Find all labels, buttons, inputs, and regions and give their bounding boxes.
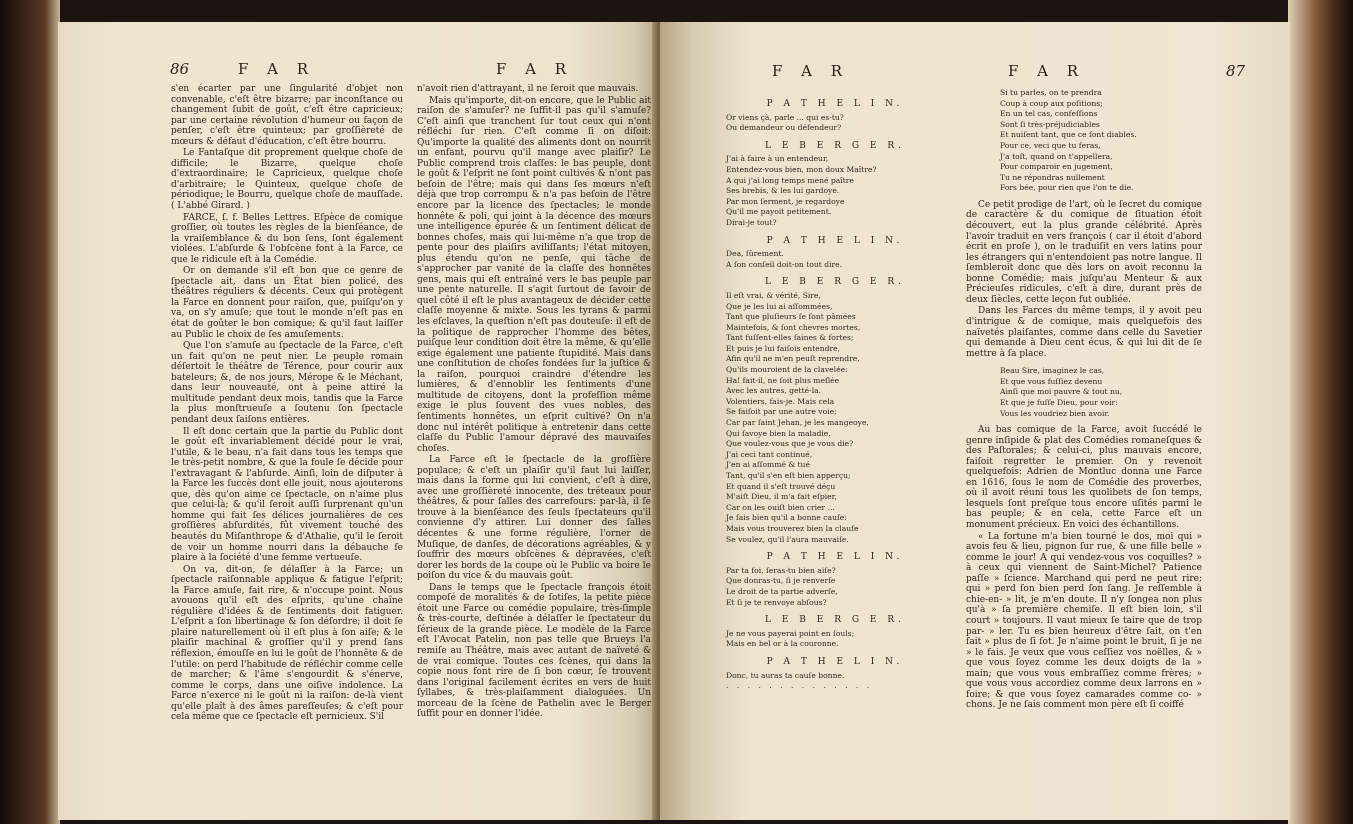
verse-line: Mais en bel or à la couronne. — [726, 639, 839, 649]
paragraph: Ce petit prodige de l'art, où le ſecret du comique de caractère & du comique de ſituation étoit découvert, eut la plus grande célébrité. Après l'avoir traduit en vers françois ( car il étoit d'abord écrit en proſe ), on le traduiſit en vers latins pour les étrangers qui n'entendoient pas notre langue. Il ſembleroit donc que dès lors on avoit reconnu la bonne Comédie; mais juſqu'au Menteur & aux Précieuſes ridicules, c'eſt à dire, durant près de deux ſiècles, cette leçon fut oubliée. — [966, 199, 1202, 305]
verse-line: Par mon ſerment, je regardoye — [726, 196, 845, 206]
prose-block-2 — [966, 425, 1202, 711]
verse-line: Je ne vous payerai point en ſouls; — [726, 628, 855, 638]
running-head-left-col2: F A R — [496, 60, 574, 78]
verse-line: Dea, ſûrement. — [726, 249, 784, 259]
verse-line: Le droit de ta partie adverſe, — [726, 586, 838, 596]
verse-line: Car par ſaint Jehan, je les mangeoye, — [726, 418, 869, 428]
verse-line: J'en ai aſſommé & tué — [726, 460, 810, 470]
verse-line: Or viens çà, parle ... qui es-tu? — [726, 112, 844, 122]
running-head-right-col1: F A R — [772, 62, 850, 80]
verse-line: Et ſi je te renvoye abſous? — [726, 597, 827, 607]
verse-line: Avec les autres, getté-la. — [726, 386, 822, 396]
verse-line: Dirai-je tout? — [726, 217, 777, 227]
paragraph: Il eſt donc certain que la partie du Public dont le goût eſt invariablement décidé pour le vrai, l'utile, & le beau, n'a fait dans tous les temps que le très-petit nombre, & que la foule ſe décide pour l'extravagant & l'abſurde. Ainſi, loin de diſputer à la Farce les ſuccès dont elle jouit, nous ajouterons que, dès qu'on aime ce ſpectacle, on n'aime plus que celui-là; & qu'il ſeroit auſſi ſurprenant qu'un homme qui fait ſes délices journalières de ces groſſières abſurdités, fût vivement touché des beautés du Miſanthrope & d'Athalie, qu'il le ſeroit de voir un homme nourri dans la débauche ſe plaire à la ſociété d'une femme vertueuſe. — [171, 426, 403, 564]
speaker-name: L E B E R G E R. — [765, 140, 905, 151]
verse-line: Fors bée, pour rien que l'on te die. — [1000, 183, 1134, 193]
verse-line: M'aiſt Dieu, il m'a fait eſpier, — [726, 492, 837, 502]
verse-line: Et puis je lui faiſois entendre, — [726, 343, 841, 353]
verse-line: Donc, tu auras ta cauſe bonne. — [726, 670, 845, 680]
verse-line: Maintefois, & ſont chevres mortes, — [726, 322, 861, 332]
book-edge-left — [0, 0, 60, 824]
paragraph: Que l'on s'amuſe au ſpectacle de la Farce, c'eſt un fait qu'on ne peut nier. Le peuple romain déſertoit le théâtre de Térence, pour courir aux bateleurs; &, de nos jours, Mérope & le Méchant, dans leur nouveauté, ont à peine attiré la multitude pendant deux mois, tandis que la Farce la plus monſtrueuſe a ſoutenu ſon ſpectacle pendant deux ſaiſons entières. — [171, 341, 403, 425]
verse-line: Afin qu'il ne m'en peuſt reprendre, — [726, 354, 860, 364]
verse-line: Si tu parles, on te prendra — [1000, 88, 1102, 97]
paragraph: On va, dit-on, ſe délaſſer à la Farce; un ſpectacle raiſonnable applique & fatigue l'eſprit; la Farce amuſe, fait rire, & n'occupe point. Nous avouons qu'il eſt des eſprits, qu'une chaîne régulière d'idées & de ſentiments doit fatiguer. L'eſprit a ſon libertinage & ſon déſordre; il doit ſe plaire naturellement où il eſt plus à ſon aiſe; & le plaiſir machinal & groſſier qu'il y prend ſans réflexion, émouſſe en lui le goût de l'honnête & de l'utile: on perd l'habitude de réfléchir comme celle de marcher; & l'âme s'engourdit & s'énerve, comme le corps, dans une oiſive indolence. La Farce n'exerce ni le goût ni la raiſon: de-là vient qu'elle plaît à des âmes pareſſeuſes; & c'eſt pour cela même que ce ſpectacle eſt pernicieux. S'il — [171, 564, 403, 723]
verse-line: Tant fuſſent-elles ſaines & fortes; — [726, 333, 854, 343]
paragraph: n'avoit rien d'attrayant, il ne ſeroit que mauvais. — [417, 84, 639, 94]
verse-line: Je ſais bien qu'il a bonne cauſe: — [726, 513, 847, 523]
verse-line: Ainſi que moi pauvre & tout nu, — [1000, 387, 1123, 397]
verse-line: En un tel cas, confeſſions — [1000, 109, 1098, 119]
verse-line: Mais vous trouverez bien la clauſe — [726, 523, 859, 533]
right-page-column-1-dialogue — [720, 92, 950, 692]
paragraph: Dans le temps que le ſpectacle françois étoit compoſé de moralités & de ſotiſes, la petite pièce étoit une Farce ou comédie populaire, très-ſimple & très-courte, deſtinée à délaſſer le ſpectateur du ſérieux de la grande pièce. Le modèle de la Farce eſt l'Avocat Patelin, non pas telle que Brueys l'a remiſe au Théâtre, mais avec autant de naïveté & de vrai comique. Toutes ces ſcènes, qui dans la copie nous font rire de ſi bon cœur, ſe trouvent dans l'original facilement écrites en vers de huit ſyllabes, & très-plaiſamment dialoguées. Un morceau de la ſcène de Pathelin avec le Berger ſuffit pour en donner l'idée. — [417, 582, 651, 720]
running-head-left-col1: F A R — [238, 60, 316, 78]
verse-line: Que donras-tu, ſi je renverſe — [726, 576, 836, 586]
verse-line: Se faiſoit par une autre voie; — [726, 407, 837, 417]
verse-line: Se voulez, qu'il l'aura mauvaiſe. — [726, 534, 849, 544]
left-page-column-2 — [417, 84, 651, 721]
speaker-name: P A T H E L I N. — [766, 552, 904, 563]
verse-line: Volentiers, fais-je. Mais cela — [726, 396, 835, 406]
verse-line: Ha! fait-il, ne ſoit plus meſlée — [726, 375, 840, 385]
speaker-name: L E B E R G E R. — [765, 277, 905, 288]
left-page — [58, 22, 658, 820]
verse-line: A qui j'ai long temps mené paître — [726, 175, 854, 185]
verse-line: Beau Sire, imaginez le cas, — [1000, 366, 1105, 376]
verse-line: J'ai ceci tant continué, — [726, 449, 813, 459]
paragraph: « La fortune m'a bien tourné le dos, moi qui » avois feu & lieu, pignon ſur rue, & une fille belle » comme le jour! A qui vendez-vous vos coquilles? » à ceux qui viennent de Saint-Michel? Patience paſſe » ſcience. Marchand qui perd ne peut rire; qui » perd ſon bien perd ſon ſang. Je reſſemble à chie-en- » lit, je m'en doute. Il n'y ſongea non plus qu'à » ſa première chemiſe. Il eſt bien loin, s'il court » toujours. Il vaut mieux ſe taire que de trop par- » ler. Tu es bien heureux d'être ſait, on t'en ſait » plus de ſi ſot. Je n'aime point le bruit, ſi je ne » le fais. Je veux que vous ceſſiez vos noëlles, & » que vous ſoyez comme les deux doigts de la » main; que vous vous embraſſiez comme frères; » que vous vous accordiez comme deux larrons en » foire; & que vous ſoyez camarades comme co- » chons. Je ne ſais comment mon père eſt ſi coiffé — [966, 531, 1202, 711]
verse-line: Pour comparoir en jugement, — [1000, 162, 1113, 172]
verse-line: J'a toſt, quand on t'appellera, — [1000, 151, 1113, 161]
verse-line: Tant que pluſieurs ſe ſont pâmées — [726, 312, 856, 322]
verse-line: J'ai à faire à un entendeur, — [726, 154, 829, 164]
verse-line: Pour ce, veci que tu feras, — [1000, 140, 1101, 150]
page-number-right: 87 — [1226, 62, 1246, 80]
verse-line: Tu ne répondras nullement — [1000, 172, 1105, 182]
right-page-column-2 — [966, 88, 1202, 712]
verse-block-pathelin — [966, 88, 1202, 194]
speaker-name: P A T H E L I N. — [766, 99, 904, 109]
speaker-name: P A T H E L I N. — [766, 656, 904, 667]
paragraph: Dans les Farces du même temps, il y avoit peu d'intrigue & de comique, mais quelquefois des naïvetés plaiſantes, comme dans celle du Savetier qui demande à Dieu cent écus, & qui lui dit de ſe mettre à ſa place. — [966, 306, 1202, 359]
left-page-column-1 — [171, 84, 403, 724]
paragraph: Mais qu'importe, dit-on encore, que le Public ait raiſon de s'amuſer? ne ſuffit-il pas qu'il s'amuſe? C'eſt ainſi que tranchent ſur tout ceux qui n'ont réfléchi ſur rien. C'eſt comme ſi on diſoit: Qu'importe la qualité des aliments dont on nourrit un enfant, pourvu qu'il mange avec plaiſir? Le Public comprend trois claſſes: le bas peuple, dont le goût & l'eſprit ne ſont point cultivés & n'ont pas beſoin de l'être; mais qui dans ſes mœurs n'eſt déjà que trop corrompu & n'a pas beſoin de l'être encore par la licence des ſpectacles; le monde honnête & poli, qui joint à la décence des mœurs une intelligence épurée & un ſentiment délicat de bonnes choſes, mais qui lui-même n'a que trop de pente pour des plaiſirs aviliſſants; l'état mitoyen, plus étendu qu'on ne penſe, qui tâche de s'approcher par vanité de la claſſe des honnêtes gens, mais qui eſt entraîné vers le bas peuple par une pente naturelle. Il s'agit ſurtout de ſavoir de quel côté il eſt le plus avantageux de décider cette claſſe moyenne & mixte. Sous les tyrans & parmi les eſclaves, la queſtion n'eſt pas douteuſe: il eſt de la politique de rapprocher l'homme des bêtes, puiſque leur condition doit être la même, & qu'elle exige également une patiente ſtupidité. Mais dans une conſtitution de choſes fondées ſur la juſtice & la raiſon, pourquoi craindre d'étendre les lumières, & d'ennoblir les ſentiments d'une multitude de citoyens, dont la profeſſion même exige le plus ſouvent des vues nobles, des ſentiments honnêtes, un eſprit cultivé? On n'a donc nul intérêt politique à entretenir dans cette claſſe du Public l'amour dépravé des mauvaiſes choſes. — [417, 95, 651, 454]
verse-line: Il eſt vrai, & vérité, Sire, — [726, 290, 821, 300]
verse-line: Et que je fuſſe Dieu, pour voir: — [1000, 397, 1118, 407]
paragraph: s'en écarter par une ſingularité d'objet non convenable, c'eſt être bizarre; par inconſtance ou changement ſubit de goût, c'eſt être capricieux; par une certaine révolution d'humeur ou façon de penſer, c'eſt être quinteux; par groſſièreté de mœurs & défaut d'éducation, c'eſt être bourru. — [171, 84, 403, 147]
paragraph: Or on demande s'il eſt bon que ce genre de ſpectacle ait, dans un État bien policé, des théâtres réguliers & décents. Ceux qui protègent la Farce en donnent pour raiſon, que, puiſqu'on y va, on s'y amuſe; que tout le monde n'eſt pas en état de goûter le bon comique; & qu'il faut laiſſer au Public le choix de ſes amuſements. — [171, 266, 403, 340]
paragraph: La Farce eſt le ſpectacle de la groſſière populace; & c'eſt un plaiſir qu'il faut lui laiſſer, mais dans la forme qui lui convient, c'eſt à dire, avec une groſſièreté innocente, des tréteaux pour théâtres, & pour ſalles des carrefours: par-là, il ſe trouve à la bienſéance des ſeuls ſpectateurs qu'il convienne d'y attirer. Lui donner des ſalles décentes & une forme régulière, l'orner de Muſique, de danſes, de décorations agréables, & y ſouffrir des mœurs obſcènes & dépravées, c'eſt dorer les bords de la coupe où le Public va boire le poiſon du vice & du mauvais goût. — [417, 455, 651, 582]
verse-line: Ses brebis, & les lui gardoye. — [726, 186, 840, 196]
verse-block-savetier — [966, 366, 1202, 419]
verse-line: Et quand il s'eſt trouvé déçu — [726, 481, 836, 491]
right-page — [660, 22, 1290, 820]
paragraph: Le Fantaſque dit proprement quelque choſe de difficile; le Bizarre, quelque choſe d'extraordinaire; le Capricieux, quelque choſe d'arbitraire; le Quinteux, quelque choſe de périodique; le Bourru, quelque choſe de mauſſade. ( L'abbé Girard. ) — [171, 148, 403, 212]
book-edge-right — [1288, 0, 1353, 824]
verse-line: Ou demandeur ou défendeur? — [726, 123, 842, 133]
speaker-name: P A T H E L I N. — [766, 235, 904, 246]
verse-line: Sont ſi très-préjudiciables — [1000, 119, 1100, 129]
verse-line: Entendez-vous bien, mon doux Maître? — [726, 164, 877, 174]
verse-line: Et que vous fuſſiez devenu — [1000, 376, 1103, 386]
verse-line: Que voulez-vous que je vous die? — [726, 439, 854, 449]
verse-line: Tant, qu'il s'en eſt bien apperçu; — [726, 471, 851, 480]
verse-line: Coup à coup aux poſitions; — [1000, 98, 1103, 108]
running-head-right-col2: F A R — [1008, 62, 1086, 80]
verse-line: Car on les ouiſt bien crier ... — [726, 502, 835, 512]
verse-line: Vous les voudriez bien avoir. — [1000, 408, 1110, 418]
paragraph: Au bas comique de la Farce, avoit ſuccédé le genre inſipide & plat des Comédies romaneſques & des Paſtorales; & celui-ci, plus mauvais encore, faiſoit regretter le premier. On y revenoit quelquefois: Adrien de Montluc donna une Farce en 1616, ſous le nom de Comédie des proverbes, où il avoit réuni tous les quolibets de ſon temps, lesquels ſont preſque tous encore uſités parmi le bas peuple; & en cela, cette Farce eſt un monument précieux. En voici des échantillons. — [966, 425, 1202, 531]
verse-line: Que je les lui ai aſſommées, — [726, 301, 833, 311]
verse-line: Et nuiſent tant, que ce ſont diables. — [1000, 130, 1137, 140]
verse-line: Qu'ils mouroient de la clavelée: — [726, 365, 848, 375]
paragraph: FARCE, ſ. f. Belles Lettres. Eſpèce de comique groſſier, où toutes les règles de la bienſéance, de la vraiſemblance & du bon ſens, ſont également violées. L'abſurde & l'obſcène font à la Farce, ce que le ridicule eſt à la Comédie. — [171, 212, 403, 265]
verse-line: Qui ſavoye bien la maladie. — [726, 428, 831, 438]
page-number-left: 86 — [170, 60, 190, 78]
verse-line: Qu'il me payoit petitement. — [726, 207, 832, 217]
verse-line: A ſon conſeil doit-on tout dire. — [726, 259, 843, 269]
prose-block-1 — [966, 200, 1202, 359]
verse-line: Par ta foi, ſeras-tu bien aiſe? — [726, 565, 836, 575]
ellipsis-line: . . . . . . . . . . . . . . — [726, 681, 873, 691]
speaker-name: L E B E R G E R. — [765, 615, 905, 626]
